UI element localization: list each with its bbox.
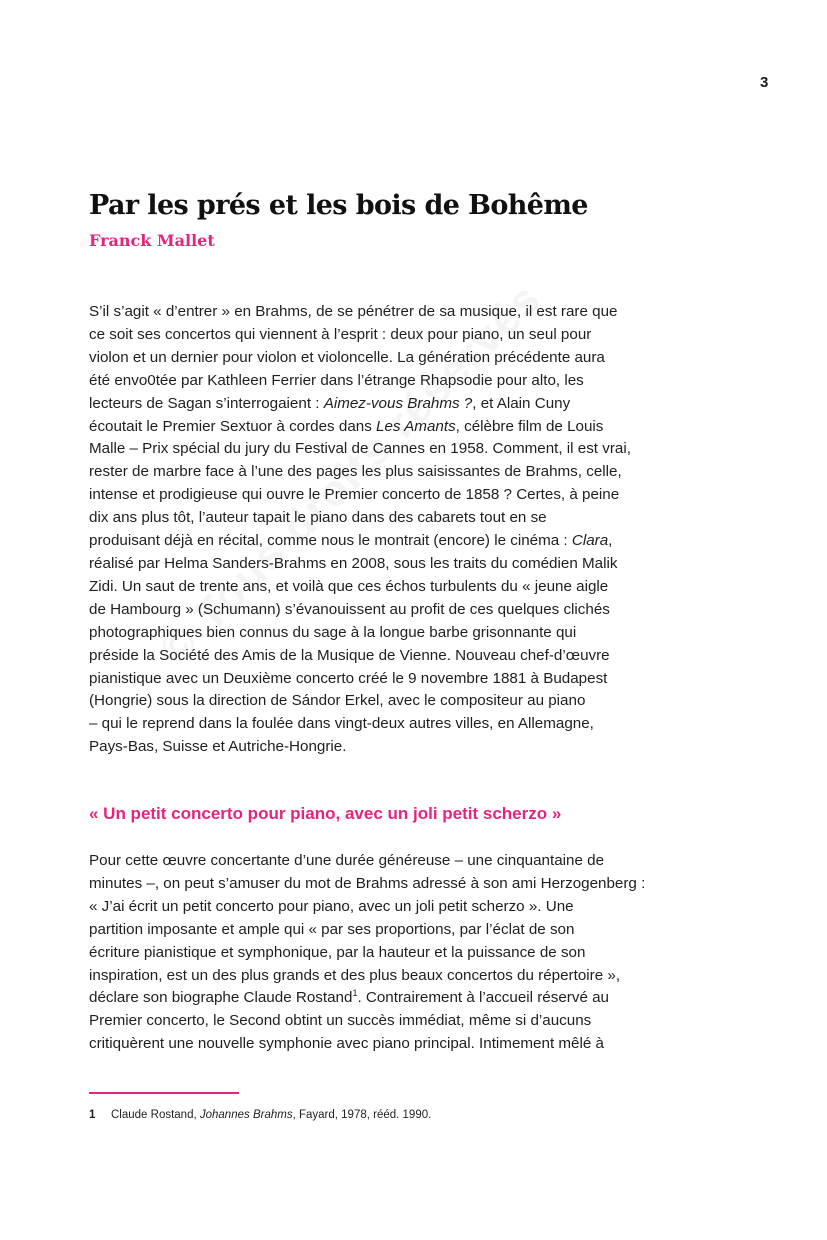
text-run: , xyxy=(608,532,613,550)
text-run: écoutait le Premier Sextuor à cordes dans xyxy=(89,417,377,435)
text-run: ce soit ses concertos qui viennent à l’esprit : deux pour piano, un seul pour xyxy=(89,325,592,343)
text-line xyxy=(89,438,739,461)
text-line xyxy=(89,896,739,919)
italic-text: Johannes Brahms xyxy=(199,1109,293,1121)
footnote-ref: 1 xyxy=(352,988,358,999)
italic-text: Clara xyxy=(571,532,609,550)
italic-text: Aimez-vous Brahms ? xyxy=(323,394,473,412)
text-line xyxy=(89,850,739,873)
text-run: déclare son biographe Claude Rostand xyxy=(89,989,353,1007)
text-line xyxy=(89,736,739,759)
text-line xyxy=(89,965,739,988)
text-run: produisant déjà en récital, comme nous le montrait (encore) le cinéma : xyxy=(89,532,572,550)
text-run: réalisé par Helma Sanders-Brahms en 2008, sous les traits du comédien Malik xyxy=(89,554,618,572)
text-line xyxy=(89,484,739,507)
footnote xyxy=(89,1109,431,1121)
page-number: 3 xyxy=(760,74,769,91)
italic-text: Les Amants xyxy=(376,417,456,435)
text-line xyxy=(89,668,739,691)
text-line xyxy=(89,713,739,736)
text-line xyxy=(89,530,739,553)
text-run: écriture pianistique et symphonique, par la hauteur et la puissance de son xyxy=(89,943,586,961)
text-run: , célèbre film de Louis xyxy=(455,417,604,435)
text-run: (Hongrie) sous la direction de Sándor Erkel, avec le compositeur au piano xyxy=(89,692,586,710)
text-run: rester de marbre face à l’une des pages les plus saisissantes de Brahms, celle, xyxy=(89,463,622,481)
text-run: Pays-Bas, Suisse et Autriche-Hongrie. xyxy=(89,738,347,756)
text-line xyxy=(89,1033,739,1056)
text-run: intense et prodigieuse qui ouvre le Premier concerto de 1858 ? Certes, à peine xyxy=(89,486,620,504)
text-line xyxy=(89,987,739,1010)
text-line xyxy=(89,370,739,393)
text-run: , et Alain Cuny xyxy=(472,394,571,412)
text-run: Pour cette œuvre concertante d’une durée généreuse – une cinquantaine de xyxy=(89,852,605,869)
text-run: dix ans plus tôt, l’auteur tapait le piano dans des cabarets tout en se xyxy=(89,509,547,527)
text-line xyxy=(89,873,739,896)
text-line xyxy=(89,1010,739,1033)
text-line xyxy=(89,393,739,416)
text-run: préside la Société des Amis de la Musique de Vienne. Nouveau chef-d’œuvre xyxy=(89,646,610,664)
text-line xyxy=(89,645,739,668)
text-run: photographiques bien connus du sage à la longue barbe grisonnante qui xyxy=(89,623,577,641)
text-run: été envo0tée par Kathleen Ferrier dans l’étrange Rhapsodie pour alto, les xyxy=(89,371,584,389)
text-run: inspiration, est un des plus grands et des plus beaux concertos du répertoire », xyxy=(89,966,621,984)
text-line xyxy=(89,461,739,484)
body-paragraph xyxy=(89,850,739,1056)
text-line xyxy=(89,324,739,347)
text-run: de Hambourg » (Schumann) s’évanouissent au profit de ces quelques clichés xyxy=(89,600,610,618)
text-line xyxy=(89,347,739,370)
text-line xyxy=(89,507,739,530)
article-author: Franck Mallet xyxy=(89,231,215,250)
text-run: minutes –, on peut s’amuser du mot de Brahms adressé à son ami Herzogenberg : xyxy=(89,874,646,892)
text-line xyxy=(89,416,739,439)
text-line xyxy=(89,553,739,576)
text-line xyxy=(89,622,739,645)
text-line xyxy=(89,919,739,942)
article-title: Par les prés et les bois de Bohême xyxy=(89,190,588,221)
text-run: Zidi. Un saut de trente ans, et voilà que ces échos turbulents du « jeune aigle xyxy=(89,577,609,595)
text-run: critiquèrent une nouvelle symphonie avec piano principal. Intimement mêlé à xyxy=(89,1035,604,1053)
text-run: partition imposante et ample qui « par ses proportions, par l’éclat de son xyxy=(89,920,575,938)
section-heading: « Un petit concerto pour piano, avec un joli petit scherzo » xyxy=(89,804,562,823)
footnote-text xyxy=(111,1109,431,1121)
text-run: – qui le reprend dans la foulée dans vingt-deux autres villes, en Allemagne, xyxy=(89,715,594,733)
text-run: , Fayard, 1978, rééd. 1990. xyxy=(292,1109,432,1121)
text-run: Claude Rostand, xyxy=(111,1109,200,1121)
text-line xyxy=(89,942,739,965)
text-run: Malle – Prix spécial du jury du Festival de Cannes en 1958. Comment, il est vrai, xyxy=(89,440,631,458)
body-paragraph xyxy=(89,301,739,759)
footnote-number: 1 xyxy=(89,1109,96,1121)
text-run: S’il s’agit « d’entrer » en Brahms, de se pénétrer de sa musique, il est rare que xyxy=(89,303,618,320)
text-line xyxy=(89,599,739,622)
text-run: . Contrairement à l’accueil réservé au xyxy=(357,989,610,1007)
text-line xyxy=(89,576,739,599)
text-run: pianistique avec un Deuxième concerto créé le 9 novembre 1881 à Budapest xyxy=(89,669,608,687)
footnote-divider xyxy=(89,1092,239,1094)
text-run: Premier concerto, le Second obtint un succès immédiat, même si d’aucuns xyxy=(89,1012,592,1030)
text-run: violon et un dernier pour violon et violoncelle. La génération précédente aura xyxy=(89,348,605,366)
text-run: « J’ai écrit un petit concerto pour piano, avec un joli petit scherzo ». Une xyxy=(89,897,574,915)
text-run: lecteurs de Sagan s’interrogaient : xyxy=(89,394,324,412)
text-line xyxy=(89,301,739,324)
text-line xyxy=(89,690,739,713)
